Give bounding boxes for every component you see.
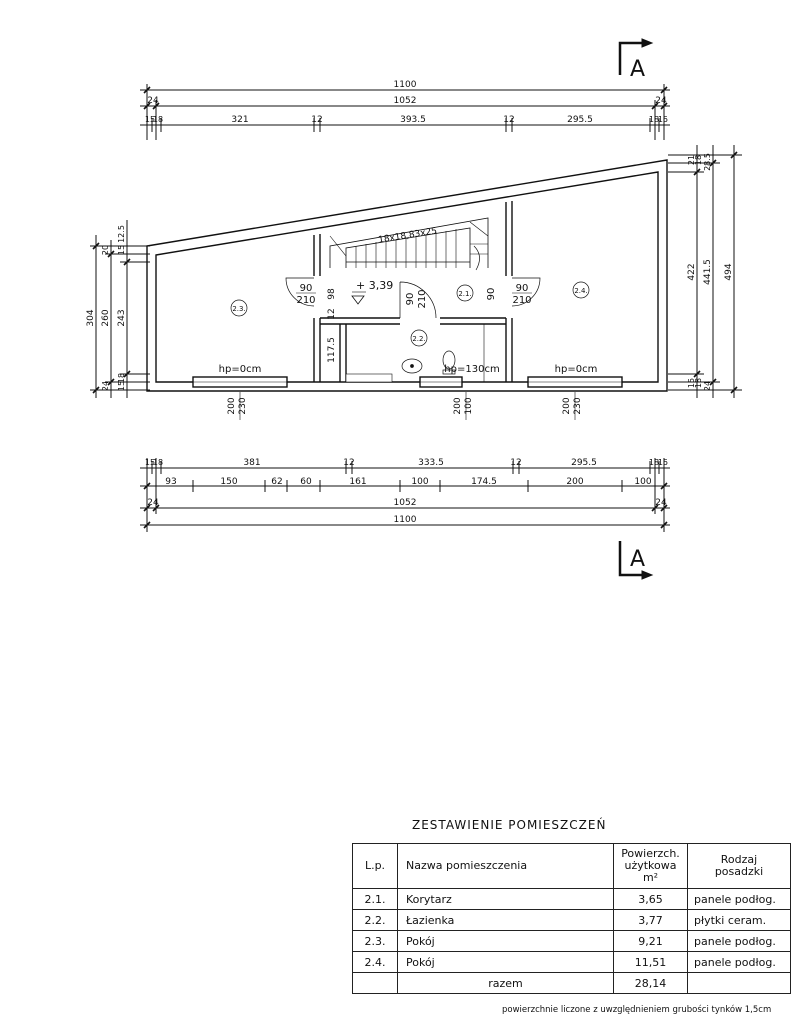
- row-lp: 2.2.: [353, 910, 398, 931]
- row-area: 9,21: [614, 931, 688, 952]
- right-dim-overall: 494: [724, 263, 734, 281]
- right-dim-bottom-2: 24: [703, 380, 712, 392]
- top-dim-inner: 1052: [393, 96, 417, 106]
- header-floor: [688, 844, 791, 889]
- sill-height-left: hp=0cm: [218, 364, 262, 375]
- door-left-width: 90: [299, 283, 313, 294]
- staircase: [330, 218, 488, 270]
- bottom-inner: 1052: [393, 498, 417, 508]
- bottom-row2-0: 93: [165, 477, 177, 487]
- dim-98: 98: [327, 288, 337, 300]
- bottom-row1-6: 295.5: [571, 458, 597, 468]
- sum-label: razem: [398, 973, 614, 994]
- right-dim-top-2: 28.5: [703, 153, 712, 171]
- top-chain-4: 393.5: [400, 115, 426, 125]
- bottom-row1-8: 15: [657, 458, 669, 467]
- top-chain-7: 18: [648, 115, 660, 124]
- row-area: 11,51: [614, 952, 688, 973]
- window-left-height: 230: [238, 397, 248, 415]
- door-mid-height: 210: [417, 289, 428, 309]
- window-mid-height: 100: [464, 397, 474, 415]
- row-floor: panele podłog.: [688, 952, 791, 973]
- room-label-2-3: 2.3.: [232, 305, 246, 313]
- bottom-row2-7: 200: [566, 477, 584, 487]
- top-dimensions: [140, 84, 670, 140]
- row-floor: płytki ceram.: [688, 910, 791, 931]
- window-mid-width: 200: [453, 397, 463, 415]
- door-mid-width: 90: [405, 292, 416, 306]
- room-schedule-table: [352, 843, 791, 994]
- header-area-line3: m²: [642, 871, 659, 884]
- left-dim-height: 260: [101, 309, 111, 327]
- section-marker-bottom: [620, 541, 652, 579]
- top-chain-3: 12: [311, 115, 323, 125]
- bottom-left-wall: 24: [147, 498, 159, 508]
- room-schedule-title: ZESTAWIENIE POMIESZCZEŃ: [412, 818, 607, 832]
- header-name-label: Nazwa pomieszczenia: [406, 859, 528, 872]
- bottom-row2-4: 161: [349, 477, 367, 487]
- row-floor: panele podłog.: [688, 889, 791, 910]
- right-dim-top-0: 21: [687, 154, 696, 166]
- right-dim-top-1: 18: [694, 154, 703, 166]
- top-dim-overall: 1100: [393, 80, 417, 90]
- header-area-line1: Powierzch.: [621, 847, 680, 860]
- window-right-height: 230: [573, 397, 583, 415]
- room-label-2-1: 2.1.: [458, 290, 472, 298]
- right-dim-bottom-1: 18: [694, 377, 703, 389]
- window-right-width: 200: [562, 397, 572, 415]
- sum-floor-empty: [688, 973, 791, 994]
- right-dim-inner: 422: [687, 263, 697, 281]
- top-chain-0: 15: [144, 115, 156, 124]
- top-chain-6: 295.5: [567, 115, 593, 125]
- top-chain-1: 18: [152, 115, 164, 124]
- row-name: Pokój: [398, 931, 614, 952]
- left-dim-bottom-0: 24: [101, 380, 110, 392]
- bottom-row1-4: 333.5: [418, 458, 444, 468]
- bottom-row1-3: 12: [343, 458, 355, 468]
- row-lp: 2.4.: [353, 952, 398, 973]
- bottom-row1-0: 15: [144, 458, 156, 467]
- row-lp: 2.1.: [353, 889, 398, 910]
- floor-level: + 3,39: [356, 279, 394, 292]
- door-right-height: 210: [512, 295, 532, 306]
- room-label-2-2: 2.2.: [412, 335, 426, 343]
- bottom-row2-8: 100: [634, 477, 652, 487]
- left-dim-bottom-1: 15: [117, 380, 126, 392]
- top-dim-left-wall: 24: [147, 96, 159, 106]
- sill-height-mid: hp=130cm: [444, 364, 500, 375]
- row-lp: 2.3.: [353, 931, 398, 952]
- dim-117-5: 117.5: [327, 337, 337, 363]
- bottom-row2-2: 62: [271, 477, 283, 487]
- table-header-row: [353, 844, 791, 889]
- left-dim-inner: 243: [117, 309, 127, 327]
- top-dim-right-wall: 24: [655, 96, 667, 106]
- building-walls: [147, 160, 667, 391]
- top-chain-2: 321: [231, 115, 249, 125]
- room-label-2-4: 2.4.: [574, 287, 588, 295]
- bottom-row2-6: 174.5: [471, 477, 497, 487]
- door-right-width: 90: [515, 283, 529, 294]
- bottom-row1-2: 381: [243, 458, 261, 468]
- bottom-row2-1: 150: [220, 477, 238, 487]
- bottom-row2-5: 100: [411, 477, 429, 487]
- section-marker-top: [620, 39, 652, 82]
- door-side-width: 90: [486, 287, 497, 301]
- table-row: [353, 910, 791, 931]
- bottom-right-wall: 24: [655, 498, 667, 508]
- row-name: Pokój: [398, 952, 614, 973]
- table-row: [353, 952, 791, 973]
- table-sum-row: [353, 973, 791, 994]
- left-dim-overall: 304: [86, 309, 96, 327]
- right-dim-mid: 441.5: [703, 259, 713, 285]
- table-row: [353, 931, 791, 952]
- header-name: [398, 844, 614, 889]
- header-area: [614, 844, 688, 889]
- footnote: powierzchnie liczone z uwzględnieniem grubości tynków 1,5cm: [502, 1005, 772, 1015]
- sill-height-right: hp=0cm: [554, 364, 598, 375]
- sum-lp-empty: [353, 973, 398, 994]
- bottom-row1-7: 18: [648, 458, 660, 467]
- section-marker-top-label: A: [630, 57, 646, 82]
- row-area: 3,77: [614, 910, 688, 931]
- bottom-row1-5: 12: [510, 458, 522, 468]
- window-left-width: 200: [227, 397, 237, 415]
- bottom-row1-1: 18: [152, 458, 164, 467]
- row-area: 3,65: [614, 889, 688, 910]
- section-marker-bottom-label: A: [630, 547, 646, 572]
- header-floor-line1: Rodzaj: [720, 853, 758, 866]
- left-dim-top-0: 20: [101, 244, 110, 256]
- row-name: Łazienka: [398, 910, 614, 931]
- bottom-row2-3: 60: [300, 477, 312, 487]
- top-chain-5: 12: [503, 115, 515, 125]
- door-left-height: 210: [296, 295, 316, 306]
- dim-12: 12: [327, 308, 337, 320]
- header-area-line2: użytkowa: [624, 859, 677, 872]
- row-floor: panele podłog.: [688, 931, 791, 952]
- right-dim-bottom-0: 15: [687, 377, 696, 389]
- header-lp: L.p.: [353, 844, 398, 889]
- sum-value: 28,14: [614, 973, 688, 994]
- left-dim-top-2: 12.5: [117, 225, 126, 243]
- table-row: [353, 889, 791, 910]
- bottom-overall: 1100: [393, 515, 417, 525]
- top-chain-8: 15: [657, 115, 669, 124]
- left-dim-bottom-2: 18: [117, 372, 126, 384]
- row-name: Korytarz: [398, 889, 614, 910]
- stairs-spec: 18x18,83x25: [377, 226, 438, 246]
- header-floor-line2: posadzki: [714, 865, 764, 878]
- left-dim-top-1: 15: [117, 244, 126, 256]
